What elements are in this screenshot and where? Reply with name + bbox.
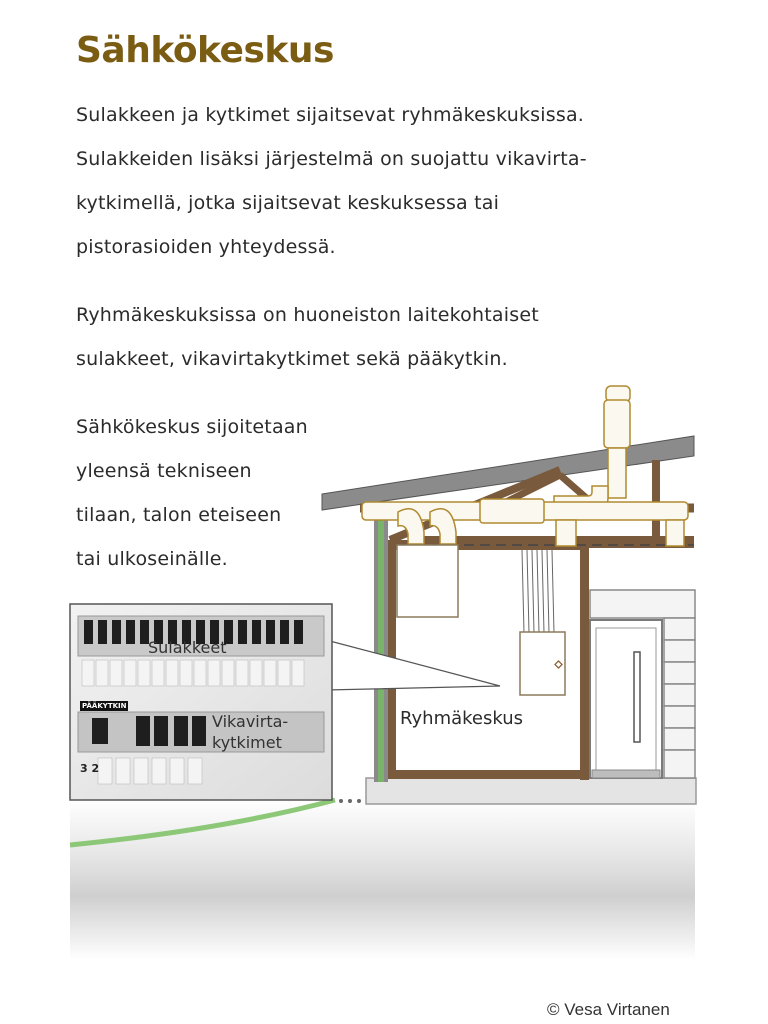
fuses-label: Sulakkeet	[148, 638, 227, 657]
foundation	[366, 778, 696, 804]
text-line: kytkimellä, jotka sijaitsevat keskuksessa tai	[76, 192, 500, 214]
rcd-label-line2: kytkimet	[212, 733, 282, 752]
text-line: yleensä tekniseen	[76, 460, 252, 482]
ground-area	[70, 800, 695, 960]
text-line: tai ulkoseinälle.	[76, 548, 228, 570]
copyright-notice: © Vesa Virtanen	[547, 1000, 670, 1019]
text-line: Sulakkeen ja kytkimet sijaitsevat ryhmäkeskuksissa.	[76, 104, 585, 126]
placement-paragraph	[76, 405, 716, 581]
rcd-label-line1: Vikavirta-	[212, 712, 289, 731]
front-door	[590, 620, 662, 778]
connection-dots	[339, 799, 361, 803]
text-line: Sähkökeskus sijoitetaan	[76, 416, 308, 438]
main-switch-label: PÄÄKYTKIN	[82, 702, 127, 710]
photo-number-label: 3 2	[80, 762, 100, 775]
text-line: Ryhmäkeskuksissa on huoneiston laitekohtaiset	[76, 304, 539, 326]
distribution-board	[520, 632, 565, 695]
callout-pointer	[326, 640, 500, 690]
text-line: pistorasioiden yhteydessä.	[76, 236, 336, 258]
page-title: Sähkökeskus	[76, 30, 334, 71]
text-line: sulakkeet, vikavirtakytkimet sekä pääkytkin.	[76, 348, 508, 370]
distribution-board-label: Ryhmäkeskus	[400, 708, 524, 729]
text-line: Sulakkeiden lisäksi järjestelmä on suojattu vikavirta-	[76, 148, 587, 170]
text-line: tilaan, talon eteiseen	[76, 504, 282, 526]
